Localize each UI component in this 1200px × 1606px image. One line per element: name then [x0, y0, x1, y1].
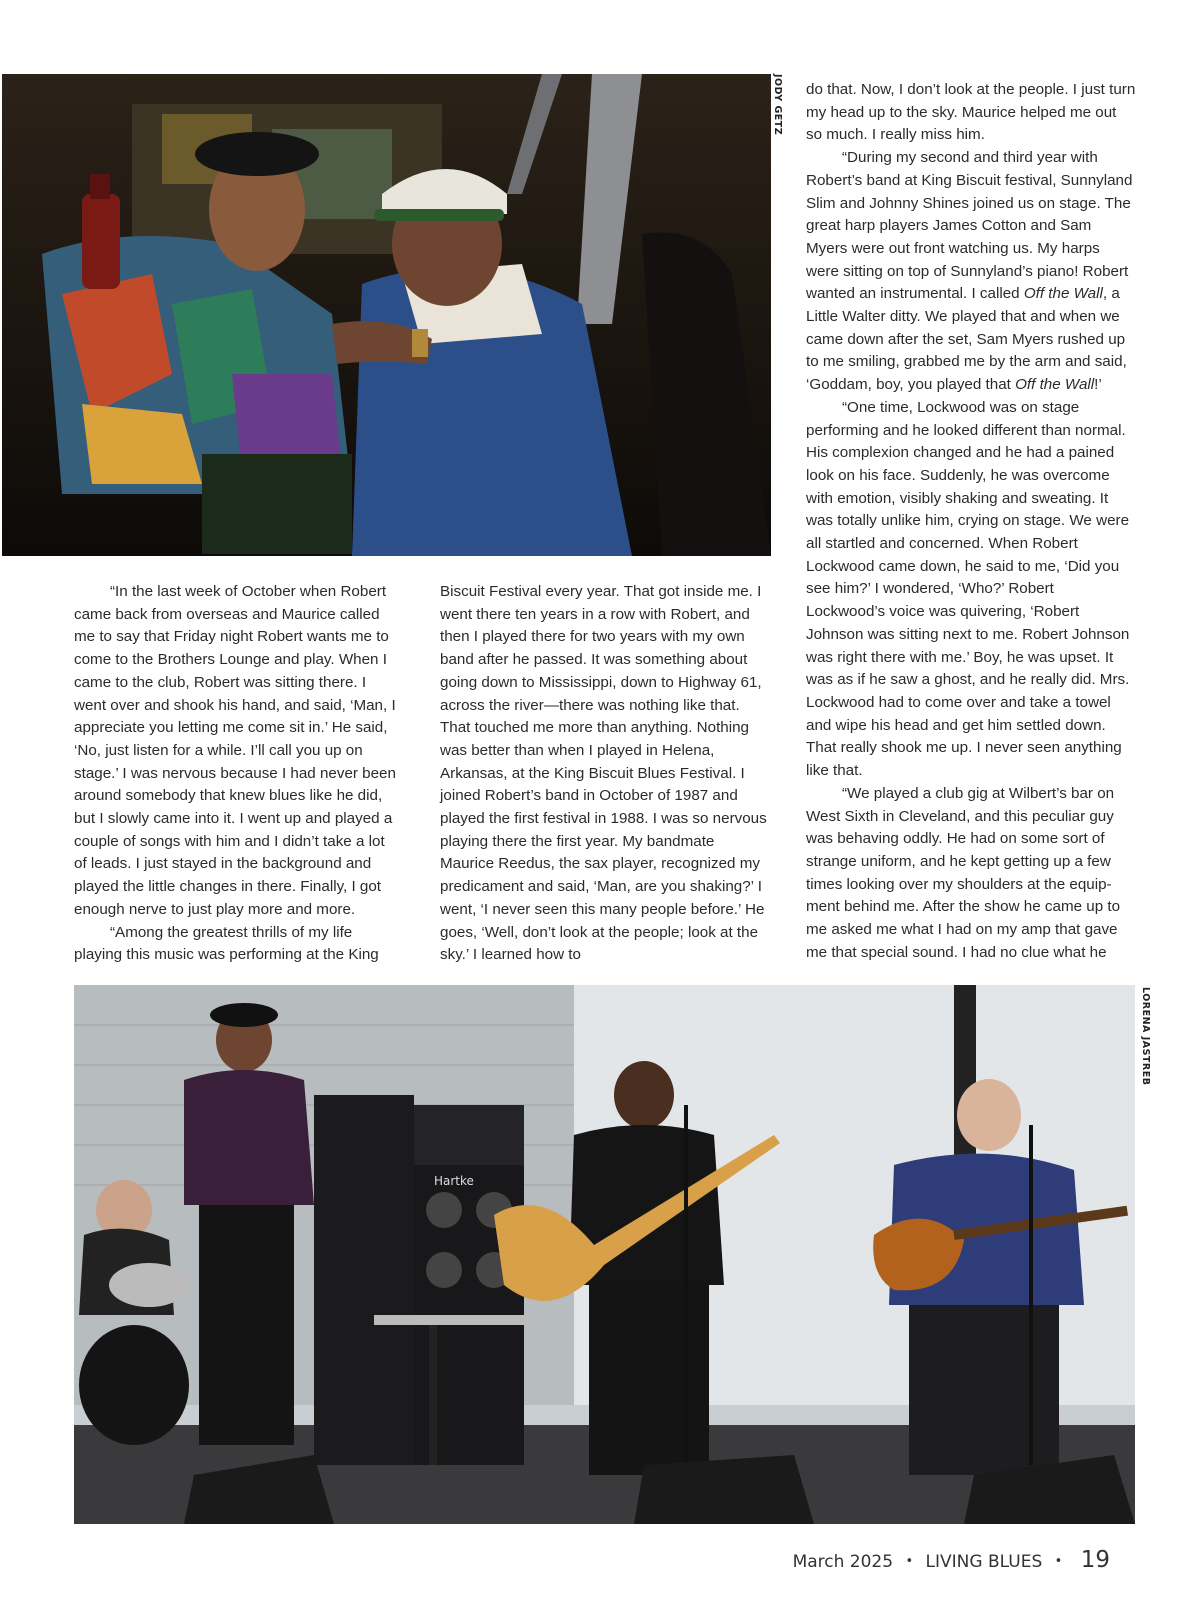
photo-credit: JODY GETZ — [772, 74, 783, 136]
article-paragraph — [806, 147, 1136, 397]
separator-dot: • — [1054, 1554, 1063, 1569]
photo-coleman-band — [74, 985, 1135, 1524]
article-column-3 — [806, 79, 1136, 964]
article-paragraph: “We played a club gig at Wilbert’s bar on West Sixth in Cleveland, and this peculiar guy was behaving oddly. He had on some sort of strange uniform, and he kept getting up a few times looking over my shoulders at the equip-ment behind me. After the show he came up to me asked me what I had on my amp that gave me that special sound. I had no clue what he — [806, 784, 1121, 961]
article-column-1 — [74, 581, 399, 967]
magazine-name: LIVING BLUES — [925, 1552, 1043, 1572]
song-title: Off the Wall — [1015, 376, 1095, 394]
text-run: !’ — [1094, 376, 1102, 394]
article-paragraph: “Among the greatest thrills of my life playing this music was performing at the King — [74, 923, 379, 964]
photo-coleman-band-image — [74, 985, 1135, 1524]
page-number: 19 — [1080, 1547, 1110, 1573]
article-paragraph: Biscuit Festival every year. That got inside me. I went there ten years in a row with Robert, and then I played there for two years with my own band after he passed. It was something about going down to Mississippi, down to Highway 61, across the river—there was nothing like that. That touched me more than anything. Nothing was better than when I played in Helena, Arkansas, at the King Biscuit Blues Festival. I joined Robert’s band in October of 1987 and played the first festival in 1988. I was so nervous playing there the first year. My bandmate Maurice Reedus, the sax player, recognized my predicament and said, ‘Man, are you shaking?’ I went, ‘I never seen this many people before.’ He goes, ‘Well, don’t look at the people; look at the sky.’ I learned how to — [440, 583, 767, 964]
page-footer — [793, 1547, 1110, 1573]
article-paragraph: do that. Now, I don’t look at the people. I just turn my head up to the sky. Maurice helped me out so much. I really miss him. — [806, 81, 1136, 144]
amp-brand-label: Hartke — [434, 1174, 474, 1188]
song-title: Off the Wall — [1023, 285, 1103, 303]
photo-credit: LORENA JASTREB — [1140, 987, 1151, 1086]
text-run: “During my second and third year with Robert’s band at King Biscuit festival, Sunnyland Slim and Johnny Shines joined us on stage. The great harp players James Cotton and Sam Myers were out front watching us. My harps were sitting on top of Sunnyland’s piano! Robert wanted an instrumental. I called — [806, 149, 1133, 303]
photo-coleman-cotton — [2, 74, 771, 556]
article-paragraph: “In the last week of October when Robert came back from overseas and Maurice called me to say that Friday night Robert wants me to come to the Brothers Lounge and play. When I came to the club, Robert was sitting there. I went over and shook his hand, and said, ‘Man, I appreciate you letting me come sit in.’ He said, ‘No, just listen for a while. I’ll call you up on stage.’ I was nervous because I had never been around somebody that knew blues like he did, but I slowly came into it. I went up and played a couple of songs with him and I didn’t take a lot of leads. I just stayed in the background and played the little changes in there. Finally, I got enough nerve to just play more and more. — [74, 583, 396, 918]
photo-coleman-cotton-image — [2, 74, 771, 556]
article-paragraph: “One time, Lockwood was on stage performing and he looked different than normal. His complexion changed and he had a pained look on his face. Suddenly, he was overcome with emotion, visibly shaking and sweating. It was totally unlike him, crying on stage. We were all startled and concerned. When Robert Lockwood came down, he said to me, ‘Did you see him?’ I wondered, ‘Who?’ Robert Lockwood’s voice was quivering, ‘Robert Johnson was sitting next to me. Robert Johnson was right there with me.’ Boy, he was upset. It was as if he saw a ghost, and he really did. Mrs. Lockwood had to come over and take a towel and wipe his head and get him settled down. That really shook me up. I never seen anything like that. — [806, 398, 1130, 780]
separator-dot: • — [905, 1554, 914, 1569]
text-run: , a Little Walter ditty. We played that and when we came down after the set, Sam Myers rushed up to me smiling, grabbed me by the arm and said, ‘Goddam, boy, you played that — [806, 285, 1127, 394]
issue-date: March 2025 — [792, 1552, 894, 1572]
article-column-2 — [440, 581, 770, 967]
